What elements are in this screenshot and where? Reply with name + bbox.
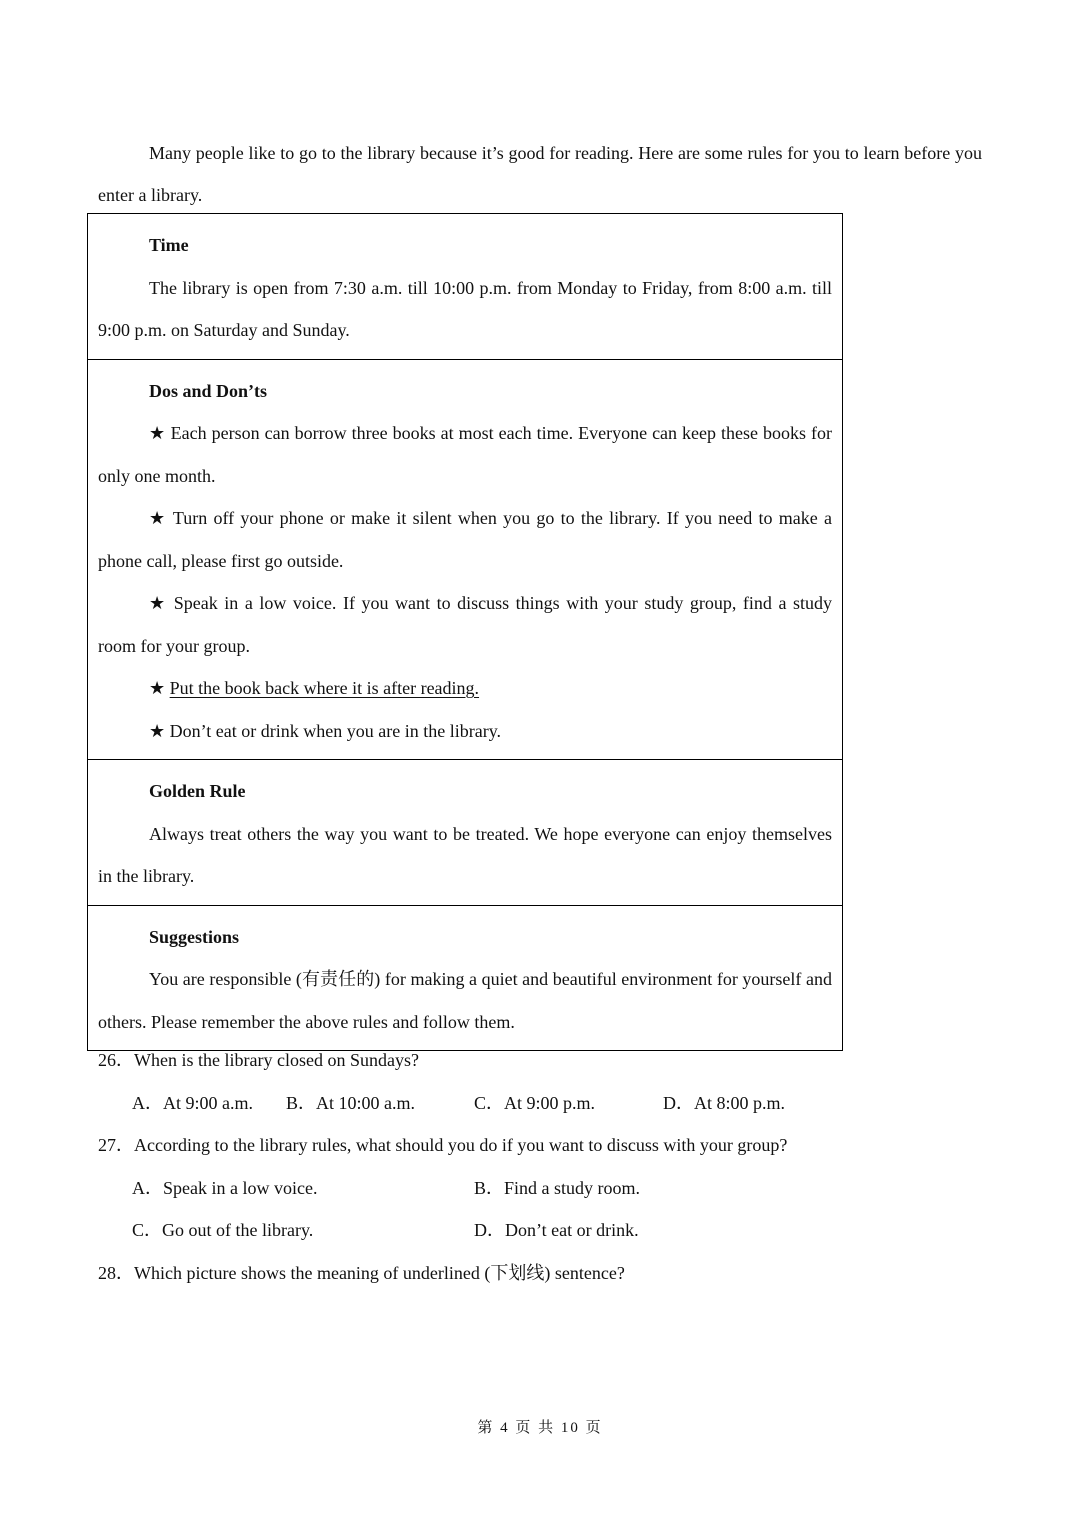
section-time — [88, 214, 842, 359]
options-27-row1 — [98, 1167, 982, 1210]
option-26-c: C．At 9:00 p.m. — [474, 1092, 596, 1113]
section-heading-suggestions: Suggestions — [149, 926, 240, 947]
page-footer: 第 4 页 共 10 页 — [477, 1420, 603, 1436]
star-icon: ★ — [149, 678, 166, 698]
section-heading-dos: Dos and Don’ts — [149, 380, 268, 401]
star-icon: ★ — [149, 593, 168, 613]
section-heading-golden: Golden Rule — [149, 781, 246, 801]
option-26-b: B．At 10:00 a.m. — [286, 1092, 415, 1113]
option-27-d: D．Don’t eat or drink. — [474, 1220, 639, 1240]
rule-item — [98, 412, 832, 497]
questions-block — [98, 1039, 982, 1294]
star-icon: ★ — [149, 423, 166, 443]
rule-item — [98, 582, 832, 667]
star-icon: ★ — [149, 508, 167, 528]
library-rules-box — [87, 213, 843, 1051]
star-icon: ★ — [149, 720, 166, 741]
options-26 — [98, 1082, 982, 1125]
rule-text: Each person can borrow three books at most each time. Everyone can keep these books for only one month. — [98, 423, 833, 486]
section-golden-rule — [88, 759, 842, 905]
rule-text: Speak in a low voice. If you want to discuss things with your study group, find a study room for your group. — [98, 593, 833, 656]
question-27: 27．According to the library rules, what should you do if you want to discuss with your group? — [98, 1135, 788, 1155]
question-26: 26．When is the library closed on Sundays? — [98, 1050, 419, 1070]
section-heading-time: Time — [149, 235, 189, 255]
option-27-a: A．Speak in a low voice. — [132, 1177, 318, 1198]
intro-text: Many people like to go to the library because it’s good for reading. Here are some rules for you to learn before you enter a library. — [98, 143, 982, 205]
underlined-sentence: Put the book back where it is after reading. — [169, 678, 480, 698]
rule-item — [98, 710, 832, 753]
option-27-b: B．Find a study room. — [474, 1177, 641, 1198]
rule-item — [98, 667, 832, 710]
question-28: 28．Which picture shows the meaning of underlined (下划线) sentence? — [98, 1262, 625, 1283]
golden-text: Always treat others the way you want to be treated. We hope everyone can enjoy themselves in the library. — [98, 823, 832, 886]
option-26-d: D．At 8:00 p.m. — [663, 1092, 786, 1113]
rule-text: Turn off your phone or make it silent when you go to the library. If you need to make a phone call, please first go outside. — [98, 508, 832, 571]
options-27-row2 — [98, 1209, 982, 1252]
intro-passage — [98, 132, 982, 216]
rule-text: Don’t eat or drink when you are in the library. — [169, 720, 502, 741]
option-27-c: C．Go out of the library. — [132, 1220, 314, 1240]
section-suggestions — [88, 905, 842, 1051]
section-dos-and-donts — [88, 359, 842, 760]
time-text: The library is open from 7:30 a.m. till 10:00 p.m. from Monday to Friday, from 8:00 a.m. till 9:00 p.m. on Saturday and Sunday. — [98, 277, 832, 340]
option-26-a: A．At 9:00 a.m. — [132, 1092, 253, 1113]
suggestions-text: You are responsible (有责任的) for making a quiet and beautiful environment for yourself and others. Please remember the above rules and follow them. — [98, 969, 832, 1032]
rule-item — [98, 497, 832, 582]
